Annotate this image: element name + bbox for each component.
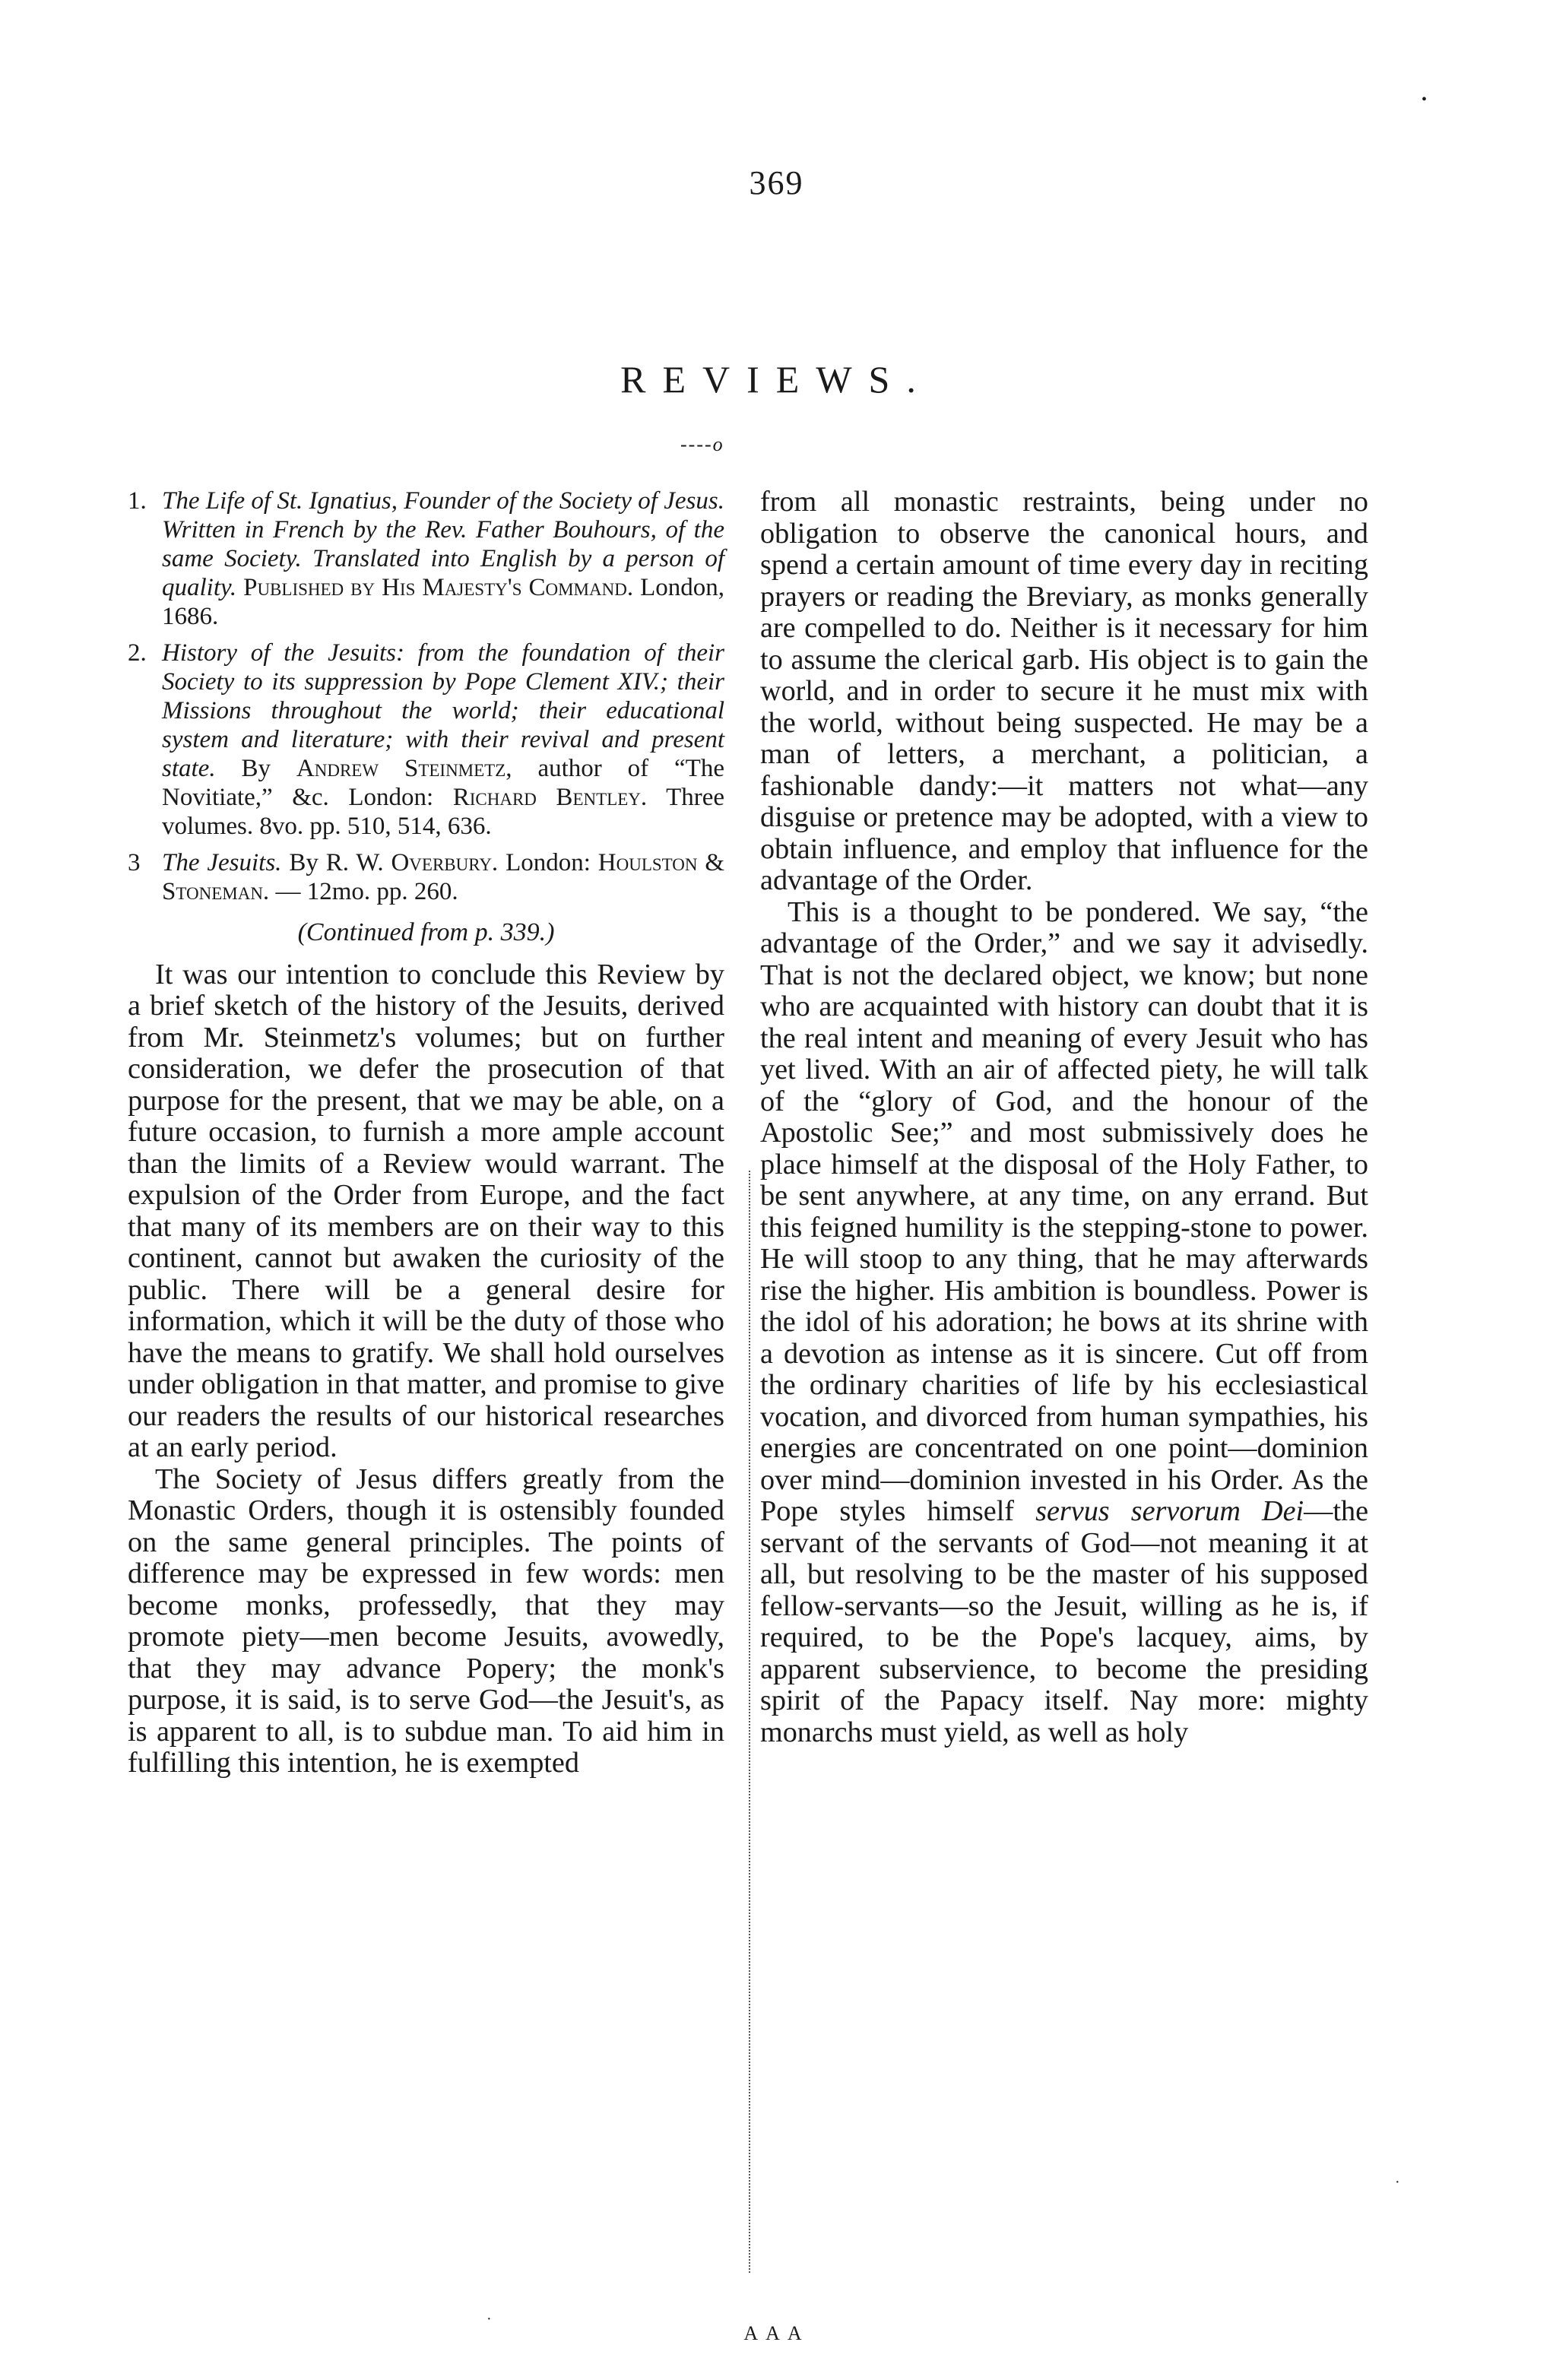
latin-phrase: servus servorum Dei xyxy=(1035,1495,1304,1527)
speck: • xyxy=(1421,91,1428,108)
speck: · xyxy=(487,2311,492,2328)
signature-mark: AAA xyxy=(743,2322,810,2344)
reviewed-work-2 xyxy=(128,639,724,841)
section-title: REVIEWS. xyxy=(620,358,933,401)
entry-number: 2. xyxy=(128,639,147,667)
entry-imprint: — 12mo. pp. 260. xyxy=(275,878,458,905)
continued-note: (Continued from p. 339.) xyxy=(297,918,555,946)
entry-publisher: Richard Bentley. xyxy=(452,784,648,811)
entry-publisher: Published by His Majesty's Command. xyxy=(243,574,634,601)
entry-by: By xyxy=(241,755,271,782)
paragraph-text: —the servant of the servants of God—not meaning it at all, but resolving to be the master of his supposed fellow-servants—so the Jesuit, willing as he is, if required, to be the Pope's lacquey, aims, by apparent subservience, to become the presiding spirit of the Papacy itself. Nay more: mighty monarchs must yield, as well as holy xyxy=(760,1495,1369,1748)
entry-imprint: London, 1686. xyxy=(162,574,725,630)
entry-note: London: xyxy=(506,849,591,876)
entry-title: The Life of St. Ignatius, Founder of the Society of Jesus. Written in French by the Rev. Father Bouhours, of the same Society. Translated into English by a person of quality. xyxy=(162,487,724,601)
entry-title: History of the Jesuits: from the foundation of their Society to its suppression by Pope Clement XIV.; their Missions throughout the world; their educational system and literature; with their revival and present state. xyxy=(162,639,724,782)
ornament-rule: ----o xyxy=(680,433,724,455)
body-paragraph: from all monastic restraints, being under no obligation to observe the canonical hours, and spend a certain amount of time every day in reciting prayers or reading the Breviary, as monks generally are compelled to do. Neither is it necessary for him to assume the clerical garb. His object is to gain the world, and in order to secure it he must mix with the world, without being suspected. He may be a man of letters, a merchant, a politician, a fashionable dandy:—it matters not what—any disguise or pretence may be adopted, with a view to obtain influence, and employ that influence for the advantage of the Order. xyxy=(760,486,1368,896)
reviewed-work-1 xyxy=(128,486,724,631)
speck: · xyxy=(1395,2174,1400,2191)
left-column xyxy=(128,486,724,1779)
body-paragraph: The Society of Jesus differs greatly from the Monastic Orders, though it is ostensibly founded on the same general principles. The points of difference may be expressed in few words: men become monks, professedly, that they may promote piety—men become Jesuits, avowedly, that they may advance Popery; the monk's purpose, it is said, is to serve God—the Jesuit's, as is apparent to all, is to subdue man. To aid him in fulfilling this intention, he is exempted xyxy=(128,1463,724,1779)
entry-number: 1. xyxy=(128,487,147,515)
entry-number: 3 xyxy=(128,849,141,876)
entry-note: author of “The Novitiate,” &c. London: xyxy=(162,755,724,811)
entry-publisher: Houlston & Stoneman. xyxy=(162,849,725,905)
paragraph-text: This is a thought to be pondered. We say, “the advantage of the Order,” and we say it advisedly. That is not the declared object, we know; but none who are acquainted with history can doubt that it is the real intent and meaning of every Jesuit who has yet lived. With an air of affected piety, he will talk of the “glory of God, and the honour of the Apostolic See;” and most submissively does he place himself at the disposal of the Holy Father, to be sent anywhere, at any time, on any errand. But this feigned humility is the stepping-stone to power. He will stoop to any thing, that he may afterwards rise the higher. His ambition is boundless. Power is the idol of his adoration; he bows at its shrine with a devotion as intense as it is sincere. Cut off from the ordinary charities of life by his ecclesiastical vocation, and divorced from human sympathies, his energies are concentrated on one point—dominion over mind—dominion invested in his Order. As the Pope styles himself xyxy=(760,895,1368,1527)
body-paragraph: It was our intention to conclude this Review by a brief sketch of the history of the Jesuits, derived from Mr. Steinmetz's volumes; but on further consideration, we defer the prosecution of that purpose for the present, that we may be able, on a future occasion, to furnish a more ample account than the limits of a Review would warrant. The expulsion of the Order from Europe, and the fact that many of its members are on their way to this continent, cannot but awaken the curiosity of the public. There will be a general desire for information, which it will be the duty of those who have the means to gratify. We shall hold ourselves under obligation in that matter, and promise to give our readers the results of our historical researches at an early period. xyxy=(128,958,724,1463)
entry-author: R. W. Overbury. xyxy=(325,849,499,876)
right-column xyxy=(760,486,1368,1748)
reviewed-work-3 xyxy=(128,848,724,906)
entry-title: The Jesuits. xyxy=(162,849,282,876)
entry-by: By xyxy=(289,849,319,876)
entry-imprint: Three volumes. 8vo. pp. 510, 514, 636. xyxy=(162,784,725,840)
page-number: 369 xyxy=(749,164,804,201)
column-divider xyxy=(749,1171,752,2273)
entry-author: Andrew Steinmetz, xyxy=(296,755,512,782)
body-paragraph xyxy=(760,897,1368,1749)
